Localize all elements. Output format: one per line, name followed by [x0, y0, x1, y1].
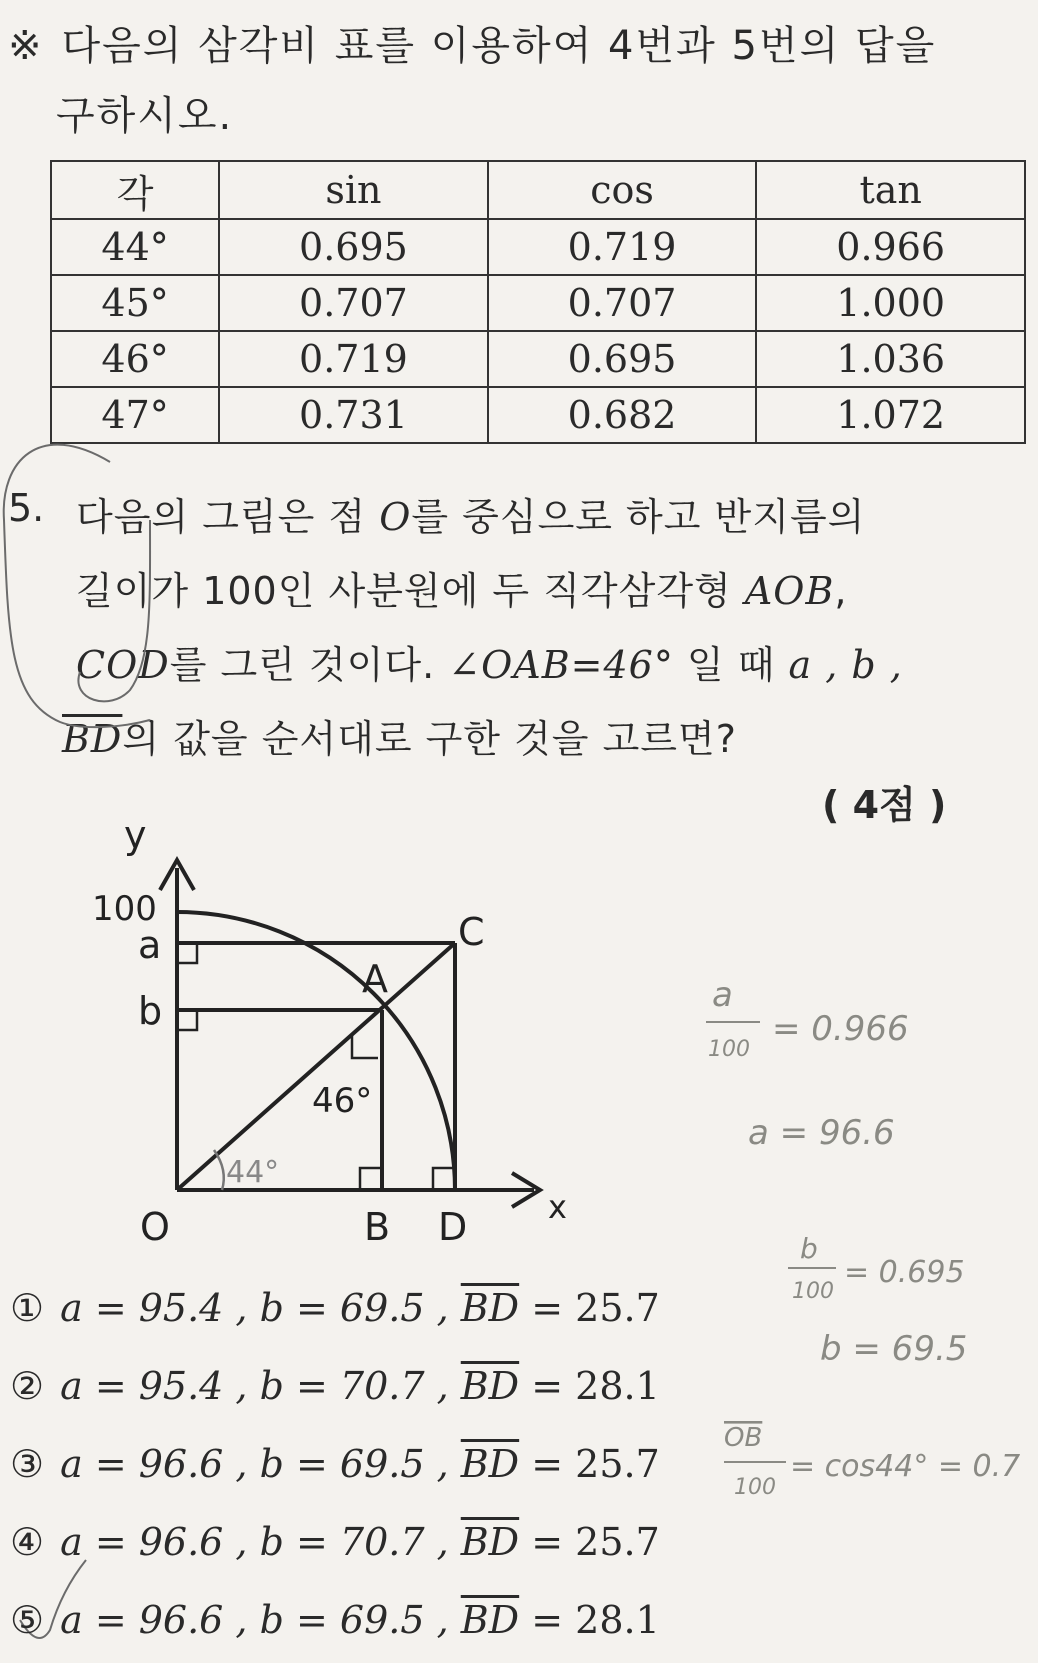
option-number: ① — [10, 1286, 45, 1330]
segment-oc — [177, 943, 455, 1190]
option-text: a = 96.6 , b = 69.5 , — [60, 1442, 461, 1486]
hw-line2: a = 96.6 — [748, 1113, 895, 1153]
hw-eq1: = 0.966 — [772, 1009, 909, 1049]
option-bd-label: $\overline{BD}$ — [460, 1520, 520, 1564]
header-angle: 각 — [51, 161, 219, 219]
question-var-o: O — [379, 495, 412, 539]
question-text: 일 때 — [673, 643, 789, 687]
table-cell: 0.966 — [756, 219, 1025, 275]
table-cell: 0.695 — [488, 331, 757, 387]
table-cell: 1.072 — [756, 387, 1025, 443]
y-axis-label: y — [124, 813, 147, 857]
table-cell: 46° — [51, 331, 219, 387]
point-o-label: O — [140, 1205, 170, 1249]
option-bd-label: $\overline{BD}$ — [460, 1442, 520, 1486]
hw-frac1-den: 100 — [708, 1037, 750, 1062]
hw-eq2: = 0.695 — [844, 1255, 965, 1290]
tick-100: 100 — [92, 889, 157, 929]
question-angle-oab: ∠OAB=46° — [448, 643, 674, 687]
hw-frac3-den: 100 — [734, 1475, 776, 1500]
angle-mark-a — [352, 1034, 378, 1058]
option-text: a = 96.6 , b = 70.7 , — [60, 1520, 461, 1564]
table-cell: 0.719 — [488, 219, 757, 275]
point-c-label: C — [458, 910, 485, 954]
table-cell: 1.036 — [756, 331, 1025, 387]
angle-46-label: 46° — [312, 1081, 373, 1121]
option-bd-value: = 28.1 — [519, 1364, 660, 1408]
option-bd-value: = 25.7 — [519, 1520, 660, 1564]
header-cos: cos — [488, 161, 757, 219]
right-angle-mark — [360, 1168, 382, 1190]
option-number: ② — [10, 1364, 45, 1408]
x-axis-label: x — [548, 1188, 567, 1226]
point-d-label: D — [438, 1205, 468, 1249]
table-cell: 0.682 — [488, 387, 757, 443]
hw-frac2-den: 100 — [792, 1279, 834, 1304]
tick-a: a — [138, 923, 162, 967]
question-text: 를 중심으로 하고 반지름의 — [411, 495, 866, 539]
option-number: ⑤ — [10, 1598, 45, 1642]
table-cell: 0.731 — [219, 387, 488, 443]
hw-eq3: = cos44° = 0.7 — [790, 1449, 1021, 1484]
point-b-label: B — [364, 1205, 391, 1249]
option-2[interactable] — [10, 1364, 660, 1408]
option-text: a = 95.4 , b = 70.7 , — [60, 1364, 461, 1408]
intro-line-2: 구하시오. — [56, 93, 234, 139]
option-1[interactable] — [10, 1286, 660, 1330]
pencil-mark — [4, 445, 150, 727]
question-var-cod: COD — [76, 643, 170, 687]
option-bd-value: = 25.7 — [519, 1286, 660, 1330]
question-text: 길이가 100인 사분원에 두 직각삼각형 — [76, 569, 745, 613]
point-a-label: A — [362, 957, 388, 1001]
points-label: ( 4점 ) — [822, 783, 947, 827]
table-cell: 0.719 — [219, 331, 488, 387]
table-cell: 45° — [51, 275, 219, 331]
option-bd-value: = 25.7 — [519, 1442, 660, 1486]
hw-frac2-num: b — [800, 1232, 818, 1265]
header-sin: sin — [219, 161, 488, 219]
option-number: ④ — [10, 1520, 45, 1564]
option-bd-label: $\overline{BD}$ — [460, 1286, 520, 1330]
right-angle-mark — [177, 1010, 197, 1030]
table-cell: 47° — [51, 387, 219, 443]
question-number: 5. — [8, 486, 45, 530]
right-angle-mark — [433, 1168, 455, 1190]
question-text: 다음의 그림은 점 — [76, 495, 380, 539]
question-text: 를 그린 것이다. — [169, 643, 449, 687]
table-cell: 0.707 — [488, 275, 757, 331]
table-cell: 44° — [51, 219, 219, 275]
intro-text-1: 다음의 삼각비 표를 이용하여 4번과 5번의 답을 — [61, 23, 937, 69]
quarter-circle-arc — [177, 912, 455, 1190]
option-5[interactable] — [10, 1598, 660, 1642]
pencil-mark — [78, 520, 150, 701]
reference-mark: ※ — [8, 23, 44, 69]
question-vars-ab: a , b , — [788, 643, 903, 687]
option-bd-value: = 28.1 — [519, 1598, 660, 1642]
option-3[interactable] — [10, 1442, 660, 1486]
angle-44-label: 44° — [226, 1155, 280, 1190]
option-text: a = 95.4 , b = 69.5 , — [60, 1286, 461, 1330]
tick-b: b — [138, 989, 163, 1033]
right-angle-mark — [177, 943, 197, 963]
option-bd-label: $\overline{BD}$ — [460, 1598, 520, 1642]
header-tan: tan — [756, 161, 1025, 219]
option-number: ③ — [10, 1442, 45, 1486]
table-cell: 0.707 — [219, 275, 488, 331]
hw-frac3-num: OB — [724, 1423, 763, 1453]
question-var-aob: AOB — [744, 569, 835, 613]
option-text: a = 96.6 , b = 69.5 , — [60, 1598, 461, 1642]
question-text: 의 값을 순서대로 구한 것을 고르면? — [122, 717, 737, 761]
question-var-bd: $\overline{BD}$ — [62, 717, 123, 761]
table-cell: 1.000 — [756, 275, 1025, 331]
option-bd-label: $\overline{BD}$ — [460, 1364, 520, 1408]
hw-line4: b = 69.5 — [820, 1329, 968, 1369]
option-4[interactable] — [10, 1520, 660, 1564]
hw-frac1-num: a — [712, 975, 733, 1015]
table-cell: 0.695 — [219, 219, 488, 275]
question-text: , — [834, 569, 848, 613]
